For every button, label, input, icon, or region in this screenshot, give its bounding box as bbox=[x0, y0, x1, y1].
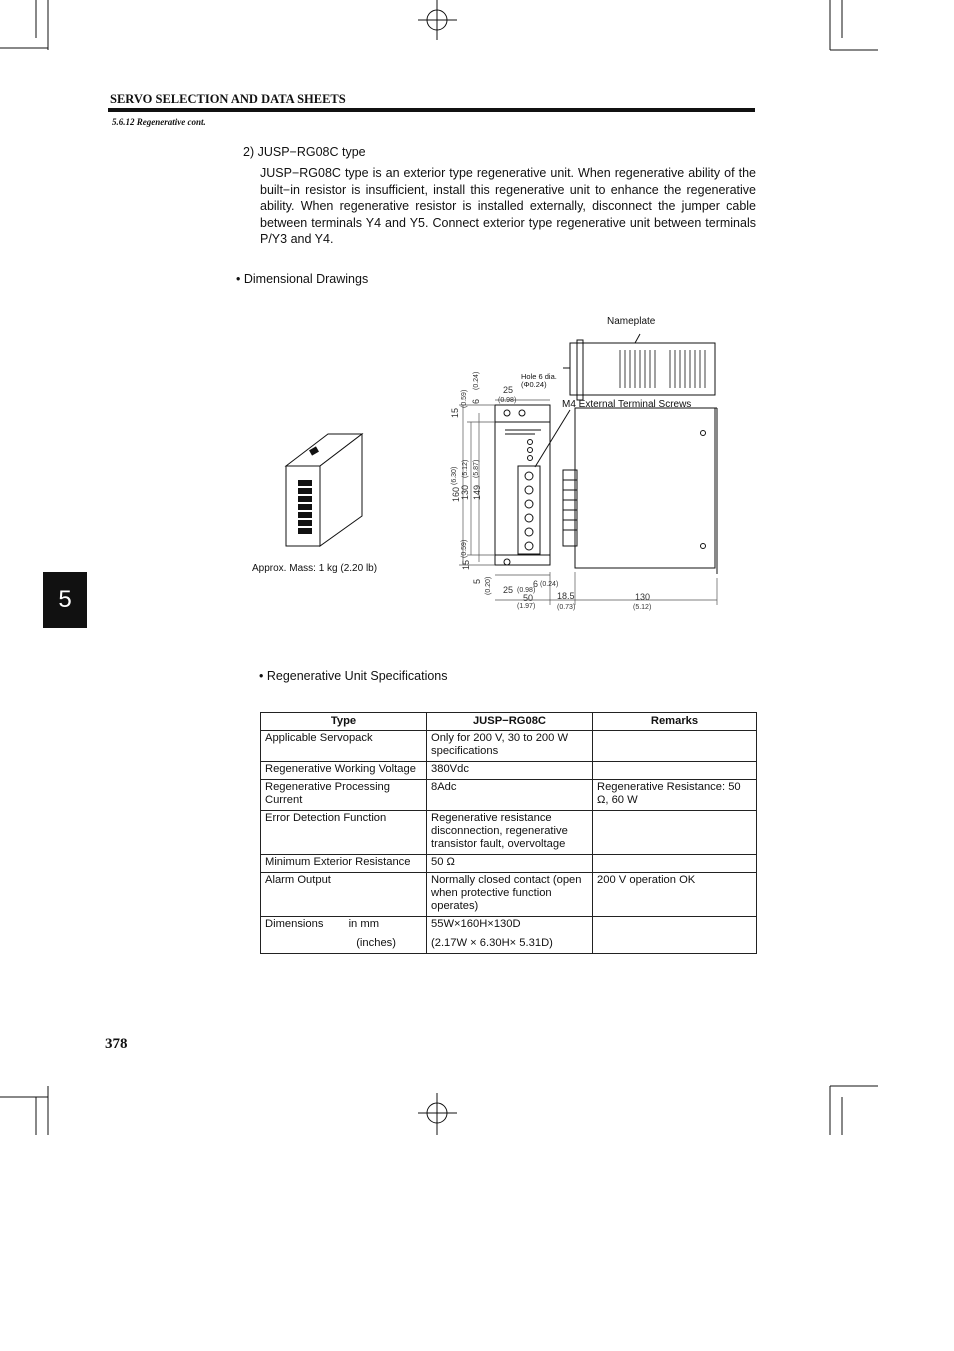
table-row-dimensions bbox=[261, 917, 757, 954]
dim-w50-in: (1.97) bbox=[517, 603, 536, 610]
section-heading: 2) JUSP−RG08C type bbox=[243, 145, 366, 159]
dim-h5-in: (0.20) bbox=[485, 576, 492, 595]
dimensions-unit-mm: in mm bbox=[348, 918, 380, 930]
dim-w130: 130 bbox=[635, 592, 651, 602]
dim-w25-top: 25 bbox=[503, 385, 514, 395]
dim-w25-top-in: (0.98) bbox=[498, 397, 517, 404]
table-header-remarks: Remarks bbox=[593, 713, 757, 731]
page-number: 378 bbox=[105, 1036, 128, 1052]
table-cell: Applicable Servopack bbox=[261, 731, 427, 762]
table-row bbox=[261, 762, 757, 780]
section-paragraph: JUSP−RG08C type is an exterior type regenerative unit. When regenerative ability of the built−in resistor is insufficient, install this regenerative unit to enhance the regenerative ability. When regenerative resistor is installed externally, disconnect the jumper cable between terminals Y4 and Y5. Connect exterior type regenerative unit between terminals P/Y3 and Y4. bbox=[260, 166, 756, 246]
table-cell bbox=[593, 762, 757, 780]
dim-h149-in: (5.87) bbox=[473, 459, 480, 478]
dim-w6-bot: 6 bbox=[533, 579, 539, 589]
table-row bbox=[261, 873, 757, 917]
mass-note: Approx. Mass: 1 kg (2.20 lb) bbox=[252, 563, 378, 574]
header-title: SERVO SELECTION AND DATA SHEETS bbox=[110, 92, 346, 106]
dim-w18: 18.5 bbox=[557, 591, 575, 601]
table-cell: Regenerative Resistance: 50 Ω, 60 W bbox=[593, 780, 757, 811]
hole-label: Hole 6 dia. bbox=[521, 372, 557, 381]
table-row bbox=[261, 731, 757, 762]
table-cell-dimensions-label bbox=[261, 917, 427, 954]
dim-w25-bot-in: (0.98) bbox=[517, 587, 536, 594]
dimensions-label: Dimensions bbox=[265, 918, 324, 930]
dim-w130-in: (5.12) bbox=[633, 604, 652, 611]
table-cell: 8Adc bbox=[427, 780, 593, 811]
dim-h15-in: (0.59) bbox=[461, 389, 468, 408]
dimensions-value-inches: (2.17W × 6.30H× 5.31D) bbox=[431, 937, 553, 949]
specifications-table bbox=[260, 712, 757, 954]
dim-w50: 50 bbox=[523, 593, 534, 603]
table-cell: 200 V operation OK bbox=[593, 873, 757, 917]
hole-label-inches: (Φ0.24) bbox=[521, 380, 547, 389]
dim-h149: 149 bbox=[472, 484, 482, 500]
dimensional-drawing bbox=[445, 310, 735, 620]
dimensions-unit-inches: (inches) bbox=[356, 937, 396, 949]
table-header-model: JUSP−RG08C bbox=[427, 713, 593, 731]
unit-isometric-drawing bbox=[282, 426, 372, 551]
nameplate-label: Nameplate bbox=[607, 316, 656, 327]
table-cell: Regenerative Processing Current bbox=[261, 780, 427, 811]
dim-h6: 6 bbox=[471, 398, 481, 404]
table-cell: Only for 200 V, 30 to 200 W specifications bbox=[427, 731, 593, 762]
table-cell bbox=[593, 917, 757, 954]
table-header-row bbox=[261, 713, 757, 731]
table-cell: Normally closed contact (open when protective function operates) bbox=[427, 873, 593, 917]
table-cell bbox=[593, 811, 757, 855]
dimensional-drawings-heading: • Dimensional Drawings bbox=[236, 272, 369, 286]
subsection-label: 5.6.12 Regenerative cont. bbox=[112, 117, 206, 127]
table-cell: 50 Ω bbox=[427, 855, 593, 873]
dim-h130-in: (5.12) bbox=[462, 459, 469, 478]
terminal-screws-label: M4 External Terminal Screws bbox=[562, 399, 692, 410]
dim-w25-bot: 25 bbox=[503, 585, 514, 595]
dim-h15b-in: (0.59) bbox=[461, 539, 468, 558]
table-cell: Regenerative Working Voltage bbox=[261, 762, 427, 780]
dim-h160-in: (6.30) bbox=[451, 466, 458, 485]
table-row bbox=[261, 811, 757, 855]
table-cell bbox=[593, 855, 757, 873]
header-rule bbox=[108, 108, 755, 112]
chapter-tab: 5 bbox=[43, 572, 87, 628]
table-header-type: Type bbox=[261, 713, 427, 731]
dim-h15: 15 bbox=[450, 407, 460, 418]
dim-h130: 130 bbox=[460, 484, 470, 500]
table-row bbox=[261, 780, 757, 811]
dim-w18-in: (0.73) bbox=[557, 604, 576, 611]
table-cell: Error Detection Function bbox=[261, 811, 427, 855]
table-cell: 380Vdc bbox=[427, 762, 593, 780]
dimensions-value-mm: 55W×160H×130D bbox=[431, 918, 521, 930]
dim-h160: 160 bbox=[451, 486, 461, 502]
table-cell bbox=[593, 731, 757, 762]
dim-h5: 5 bbox=[472, 578, 482, 584]
table-cell: Alarm Output bbox=[261, 873, 427, 917]
specifications-heading: • Regenerative Unit Specifications bbox=[259, 669, 448, 683]
table-cell: Regenerative resistance disconnection, regenerative transistor fault, overvoltage bbox=[427, 811, 593, 855]
table-cell: Minimum Exterior Resistance bbox=[261, 855, 427, 873]
dim-h15b: 15 bbox=[461, 559, 471, 570]
dim-h6-in: (0.24) bbox=[473, 371, 480, 390]
dim-w6-bot-in: (0.24) bbox=[540, 581, 559, 588]
table-cell-dimensions-value bbox=[427, 917, 593, 954]
table-row bbox=[261, 855, 757, 873]
